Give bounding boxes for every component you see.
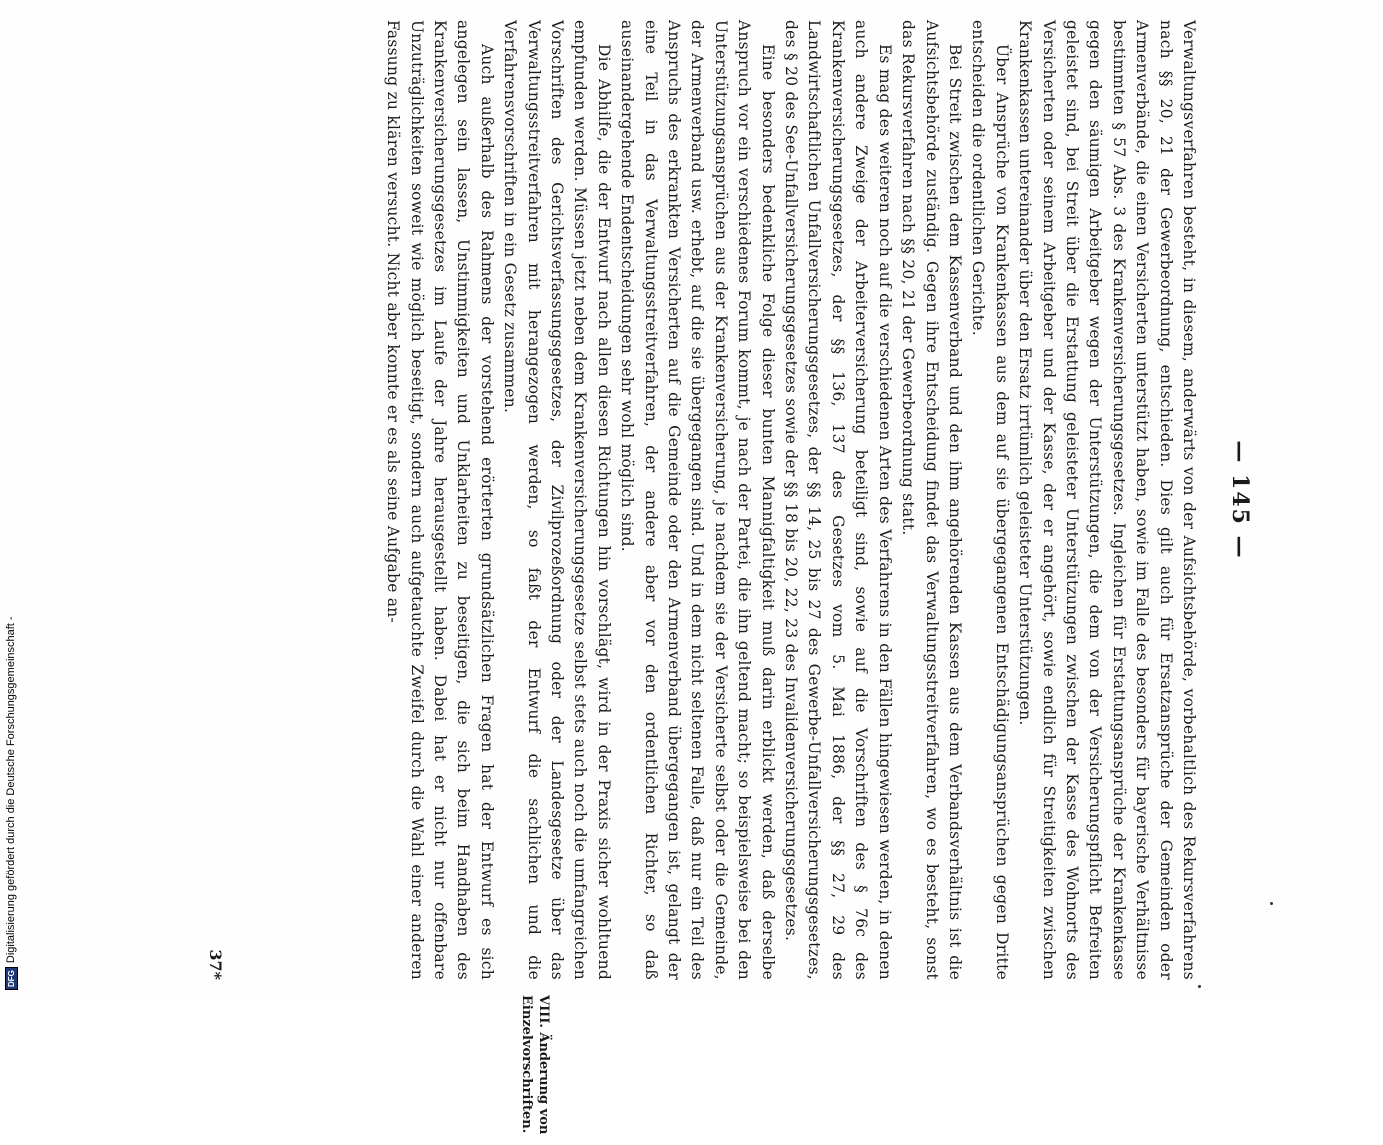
dfg-logo: DFG bbox=[5, 967, 18, 990]
margin-note: VIII. Änderung von Einzelvorschriften. bbox=[519, 995, 551, 1135]
paragraph: Die Abhilfe, die der Entwurf nach allen diesen Richtungen hin vorschlägt, wird in der Praxis sicher wohltuend empfunden werden. Müssen jetzt neben dem Krankenversicherungsgesetze selbst stets auch noch die umfangreichen Vorschriften des Gerichtsverfassungsgesetzes, der Zivilprozeßordnung oder der Landesgesetze über das Verwaltungsstreitverfahren mit herangezogen werden, so faßt der Entwurf die sachlichen und die Verfahrensvorschriften in ein Gesetz zusammen. bbox=[501, 20, 613, 980]
credit-text: Digitalisierung gefördert durch die Deutsche Forschungsgemeinschaft - bbox=[5, 616, 17, 964]
digitization-credit bbox=[0, 0, 22, 1000]
scan-speck bbox=[1270, 902, 1273, 905]
paragraph: Über Ansprüche von Krankenkassen aus dem auf sie übergegangenen Entschädigungsansprüchen gegen Dritte entscheiden die ordentlichen Gerichte. bbox=[969, 20, 1011, 980]
rotated-page-content bbox=[150, 20, 1260, 1135]
scan-speck bbox=[1198, 985, 1201, 988]
paragraph: Eine besonders bedenkliche Folge dieser bunten Mannigfaltigkeit muß darin erblickt werden, daß derselbe Anspruch vor ein verschiedenes Forum kommt, je nach der Partei, die ihn geltend macht; so beispielsweise bei den Unterstützungsansprüchen aus der Krankenversicherung, je nachdem sie der Versicherte selbst oder die Gemeinde, der Armenverband usw. erhebt, auf die sie übergegangen sind. Und in dem nicht seltenen Falle, daß nur ein Teil des Anspruchs des erkrankten Versicherten auf die Gemeinde oder den Armenverband übergegangen ist, gelangt der eine Teil in das Verwaltungsstreitverfahren, der andere aber vor den ordentlichen Richter, so daß auseinandergehende Endentscheidungen sehr wohl möglich sind. bbox=[618, 20, 777, 980]
paragraph: Verwaltungsverfahren besteht, in diesem, anderwärts von der Aufsichtsbehörde, vorbehaltlich des Rekursverfahrens nach §§ 20, 21 der Gewerbeordnung, entschieden. Dies gilt auch für Ersatzansprüche der Gemeinden oder Armenverbände, die einen Versicherten unterstützt haben, sowie im Falle des besonders für bayerische Verhältnisse bestimmten § 57 Abs. 3 des Krankenversicherungsgesetzes. Ingleichen für Erstattungsansprüche der Krankenkasse gegen den säumigen Arbeitgeber wegen der Unterstützungen, die dem von der Versicherungspflicht Befreiten geleistet sind, bei Streit über die Erstattung geleisteter Unterstützungen zwischen der Kasse des Wohnorts des Versicherten oder seinem Arbeitgeber und der Kasse, der er angehört, sowie endlich für Streitigkeiten zwischen Krankenkassen untereinander über den Ersatz irrtümlich geleisteter Unterstützungen. bbox=[1016, 20, 1198, 980]
page-number: — 145 — bbox=[1227, 440, 1253, 560]
paragraph: Bei Streit zwischen dem Kassenverband und den ihm angehörenden Kassen aus dem Verbandsverhältnis ist die Aufsichtsbehörde zuständig. Gegen ihre Entscheidung findet das Verwaltungsstreitverfahren, wo es besteht, sonst das Rekursverfahren nach §§ 20, 21 der Gewerbeordnung statt. bbox=[899, 20, 964, 980]
signature-mark: 37* bbox=[206, 949, 225, 980]
paragraph: Es mag des weiteren noch auf die verschiedenen Arten des Verfahrens in den Fällen hingewiesen werden, in denen auch andere Zweige der Arbeiterversicherung beteiligt sind, sowie auf die Vorschriften des § 76c des Krankenversicherungsgesetzes, der §§ 136, 137 des Gesetzes vom 5. Mai 1886, der §§ 27, 29 des Landwirtschaftlichen Unfallversicherungsgesetzes, der §§ 14, 25 bis 27 des Gewerbe-Unfallversicherungsgesetzes, des § 20 des See-Unfallversicherungsgesetzes sowie der §§ 18 bis 20, 22, 23 des Invalidenversicherungsgesetzes. bbox=[782, 20, 894, 980]
paragraph: Auch außerhalb des Rahmens der vorstehend erörterten grundsätzlichen Fragen hat der Entwurf es sich angelegen sein lassen, Unstimmigkeiten und Unklarheiten zu beseitigen, die sich beim Handhaben des Krankenversicherungsgesetzes im Laufe der Jahre herausgestellt haben. Dabei hat er nicht nur offenbare Unzuträglichkeiten soweit wie möglich beseitigt, sondern auch aufgetauchte Zweifel durch die Wahl einer anderen Fassung zu klären versucht. Nicht aber konnte er es als seine Aufgabe an- bbox=[384, 20, 496, 980]
text-body bbox=[381, 20, 1200, 980]
